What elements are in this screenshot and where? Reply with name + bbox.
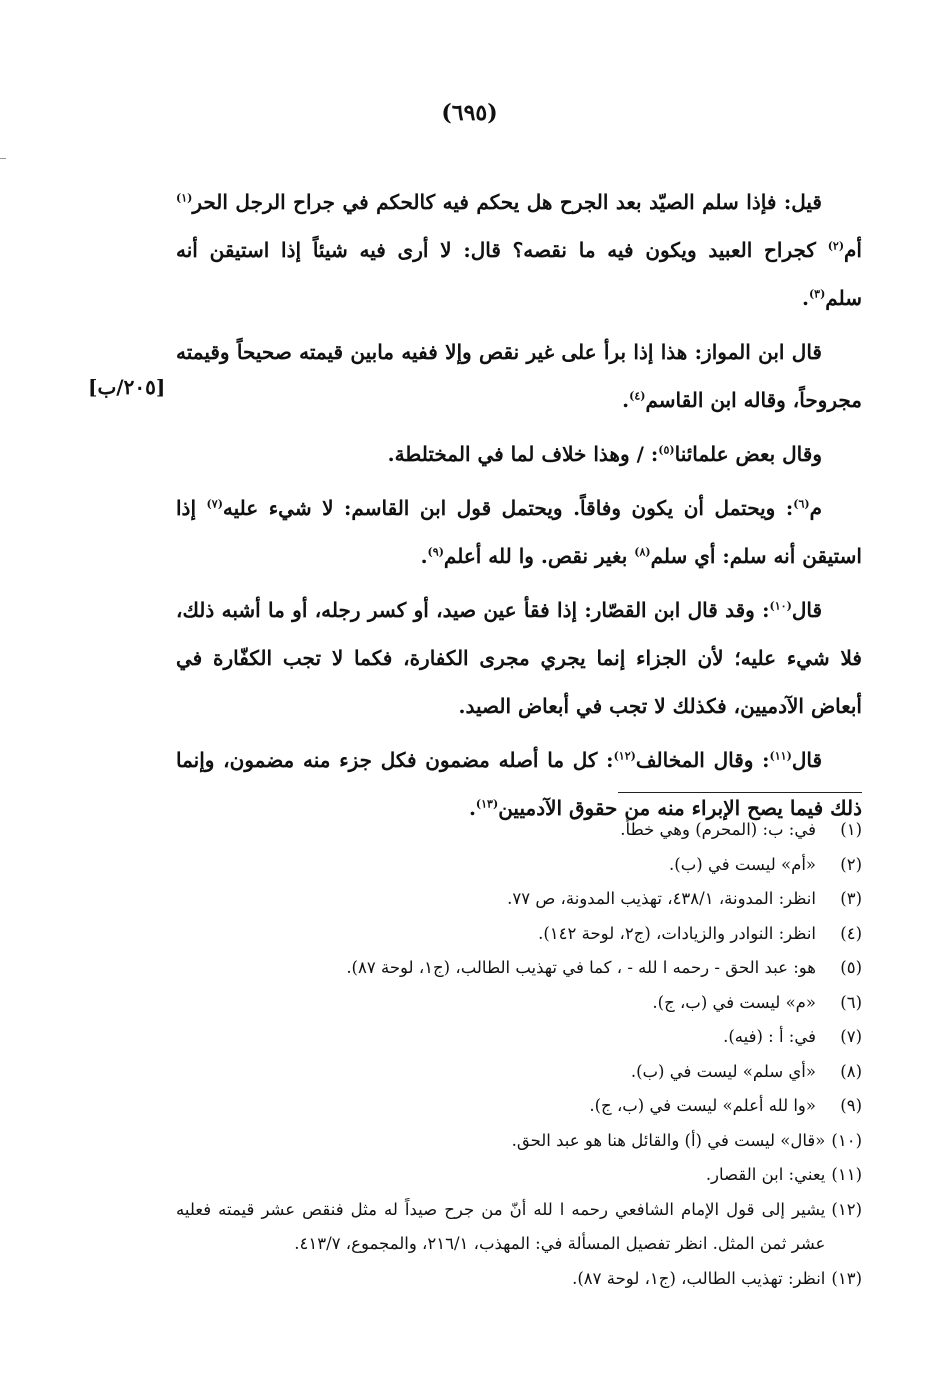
footnote-text: في: أ : (فيه).	[723, 1027, 816, 1046]
footnote-separator	[618, 792, 862, 793]
footnote-text: «أي سلم» ليست في (ب).	[630, 1061, 816, 1081]
footnote-reference: (١٠)	[769, 599, 792, 613]
footnote-text: «وا لله أعلم» ليست في (ب، ج).	[589, 1096, 816, 1115]
scan-mark	[0, 158, 6, 159]
manuscript-folio-reference: [٢٠٥/ب]	[88, 375, 166, 399]
paragraph	[176, 430, 862, 478]
paragraph	[176, 178, 862, 322]
text-run: : / وهذا خلاف لما في المختلطة.	[387, 442, 659, 466]
footnote-text: انظر: تهذيب الطالب، (ج١، لوحة ٨٧).	[572, 1268, 826, 1288]
text-run: : وقال المخالف	[635, 748, 770, 772]
footnote-number: (٩)	[840, 1096, 862, 1115]
footnote-reference: (٣)	[808, 287, 826, 301]
text-run: .	[801, 286, 809, 310]
footnote-text: انظر: المدونة، ٤٣٨/١، تهذيب المدونة، ص ٧٧.	[507, 889, 816, 908]
text-run: قال ابن المواز: هذا إذا برأ على غير نقص وإلا ففيه مابين قيمته صحيحاً وقيمته مجروحاً، وقاله ابن القاسم	[176, 340, 862, 412]
footnote	[176, 1089, 862, 1124]
text-run: قال	[791, 748, 822, 772]
footnote-reference: (٦)	[793, 497, 810, 511]
footnote-text: «أم» ليست في (ب).	[669, 854, 816, 874]
footnotes	[176, 813, 862, 1296]
footnote-number: (٦)	[840, 992, 862, 1012]
footnote-text: «قال» ليست في (أ) والقائل هنا هو عبد الحق.	[511, 1130, 826, 1150]
text-run: كجراح العبيد ويكون فيه ما نقصه؟ قال: لا أرى فيه شيئاً إذا استيقن أنه سلم	[176, 238, 862, 310]
footnote-number: (٥)	[840, 958, 862, 977]
text-run: وقال بعض علمائنا	[674, 442, 822, 466]
footnote-reference: (٨)	[634, 545, 651, 559]
footnote	[176, 813, 862, 848]
footnote-reference: (٧)	[206, 497, 223, 511]
paragraph	[176, 586, 862, 730]
text-run: قال	[791, 598, 822, 622]
text-run: .	[468, 796, 476, 820]
footnote	[176, 1124, 862, 1159]
footnote	[176, 917, 862, 952]
footnote-number: (١١)	[831, 1165, 862, 1184]
text-run: : وقد قال ابن القصّار: إذا فقأ عين صيد، أو كسر رجله، أو ما أشبه ذلك، فلا شيء عليه؛ لأن الجزاء إنما يجري مجرى الكفارة، فكما لا تجب الكفّارة في أبعاض الآدميين، فكذلك لا تجب في أبعاض الصيد.	[176, 598, 862, 718]
text-run: .	[622, 388, 630, 412]
footnote-number: (١٣)	[831, 1268, 862, 1288]
main-text	[176, 178, 862, 838]
paragraph	[176, 328, 862, 424]
text-run: : ويحتمل أن يكون وفاقاً. ويحتمل قول ابن القاسم: لا شيء عليه	[222, 496, 794, 520]
footnote	[176, 1020, 862, 1055]
footnote-reference: (٩)	[427, 545, 444, 559]
text-run: قيل: فإذا سلم الصيّد بعد الجرح هل يحكم فيه كالحكم في جراح الرجل الحر	[192, 190, 822, 214]
text-run: : كل ما أصله مضمون فكل جزء منه مضمون، وإنما ذلك فيما يصح الإبراء منه من حقوق الآدميين	[176, 748, 862, 820]
footnote-text: في: ب: (المحرم) وهي خطأ.	[620, 820, 816, 839]
footnote-text: يعني: ابن القصار.	[705, 1165, 826, 1184]
footnote	[176, 1055, 862, 1090]
footnote	[176, 1262, 862, 1297]
footnote-text: انظر: النوادر والزيادات، (ج٢، لوحة ١٤٢).	[538, 923, 816, 943]
footnote-reference: (١٢)	[613, 749, 636, 763]
footnote-number: (١٢)	[831, 1199, 862, 1219]
footnote-number: (٧)	[840, 1027, 862, 1046]
footnote-number: (٨)	[840, 1061, 862, 1081]
text-run: أم	[844, 238, 862, 262]
page-number: (٦٩٥)	[441, 100, 498, 126]
footnote-reference: (١٣)	[475, 797, 499, 811]
footnote-number: (١٠)	[831, 1130, 862, 1150]
text-run: م	[809, 496, 823, 520]
footnote	[176, 1193, 862, 1262]
footnote	[176, 1158, 862, 1193]
paragraph	[176, 484, 862, 580]
footnote	[176, 848, 862, 883]
footnote-number: (٣)	[840, 889, 862, 908]
footnote-number: (٤)	[840, 923, 862, 943]
footnote-reference: (١)	[176, 191, 193, 205]
footnote-reference: (١١)	[769, 749, 792, 763]
footnote	[176, 951, 862, 986]
footnote-number: (١)	[840, 820, 862, 839]
footnote-reference: (٤)	[629, 389, 646, 403]
footnote-reference: (٢)	[827, 239, 845, 253]
footnote-reference: (٥)	[658, 443, 675, 457]
text-run: .	[420, 544, 428, 568]
text-run: إذا استيقن أنه سلم: أي سلم	[176, 496, 862, 568]
footnote-text: يشير إلى قول الإمام الشافعي رحمه ا لله أنّ من جرح صيداً له مثل فنقص عشر قيمته فعليه عشر ثمن المثل. انظر تفصيل المسألة في: المهذب، ٢١٦/١، والمجموع، ٤١٣/٧.	[176, 1199, 826, 1253]
footnote-text: «م» ليست في (ب، ج).	[652, 992, 816, 1012]
footnote	[176, 986, 862, 1021]
footnote	[176, 882, 862, 917]
footnote-number: (٢)	[840, 854, 862, 874]
footnote-text: هو: عبد الحق - رحمه ا لله - ، كما في تهذيب الطالب، (ج١، لوحة ٨٧).	[346, 958, 816, 977]
text-run: بغير نقص. وا لله أعلم	[443, 544, 635, 568]
